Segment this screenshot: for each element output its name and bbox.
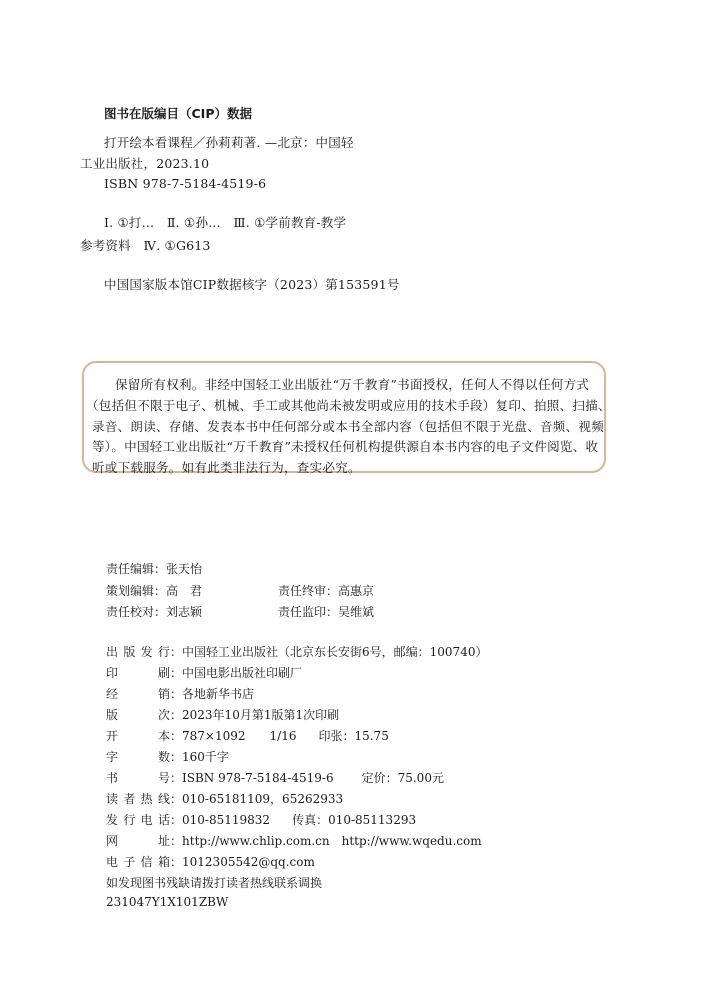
notice-line-3: 录音、朗读、存储、发表本书中任何部分或本书全部内容（包括但不限于光盘、音频、视频 <box>92 419 605 434</box>
pub-words-label: 字数 <box>106 750 170 764</box>
pub-edition-value: 2023年10月第1版第1次印刷 <box>182 708 340 722</box>
pub-publisher-label: 出版发行 <box>106 645 170 659</box>
credit-supervisor <box>278 603 374 620</box>
cip-isbn: ISBN 978-7-5184-4519-6 <box>104 176 267 191</box>
pub-sales-label: 发行电话 <box>106 813 170 827</box>
pub-words: 字数：160千字 <box>106 750 229 764</box>
pub-code: 231047Y1X101ZBW <box>106 895 229 909</box>
pub-isbn-label: 书号 <box>106 771 170 785</box>
credit-final-label: 责任终审： <box>278 584 339 598</box>
pub-email-value: 1012305542@qq.com <box>182 855 315 869</box>
cip-line-1: 打开绘本看课程／孙莉莉著. —北京：中国轻 <box>104 135 354 150</box>
pub-words-value: 160千字 <box>182 750 229 764</box>
credit-planner <box>106 582 202 599</box>
cip-classification-1: Ⅰ. ①打… Ⅱ. ①孙… Ⅲ. ①学前教育-教学 <box>104 215 347 230</box>
pub-price: 定价：75.00元 <box>361 771 444 785</box>
cip-number: 中国国家版本馆CIP数据核字（2023）第153591号 <box>104 277 400 292</box>
pub-hotline-label: 读者热线 <box>106 792 170 806</box>
credit-final-value: 高惠京 <box>338 584 375 598</box>
credit-final <box>278 582 374 599</box>
pub-email: 电子信箱：1012305542@qq.com <box>106 855 315 869</box>
pub-web-label: 网址 <box>106 834 170 848</box>
credit-proof <box>106 603 202 620</box>
pub-hotline: 读者热线：010-65181109，65262933 <box>106 792 344 806</box>
pub-distributor-value: 各地新华书店 <box>182 687 255 701</box>
pub-email-label: 电子信箱 <box>106 855 170 869</box>
credit-editor-label: 责任编辑： <box>106 562 167 576</box>
credit-editor-value: 张天怡 <box>166 562 203 576</box>
pub-hotline-value: 010-65181109，65262933 <box>182 792 344 806</box>
credit-proof-label: 责任校对： <box>106 605 167 619</box>
pub-sales-value: 010-85119832 <box>182 813 271 827</box>
credit-editor <box>106 560 202 577</box>
credit-proof-value: 刘志颖 <box>166 605 203 619</box>
pub-distributor-label: 经销 <box>106 687 170 701</box>
pub-fax: 传真：010-85113293 <box>292 813 417 827</box>
pub-printer-label: 印刷 <box>106 666 170 680</box>
cip-title: 图书在版编目（CIP）数据 <box>104 106 252 121</box>
pub-distributor: 经销：各地新华书店 <box>106 687 255 701</box>
notice-line-4: 等）。中国轻工业出版社“万千教育”未授权任何机构提供源自本书内容的电子文件阅览、收 <box>92 439 599 454</box>
pub-isbn-value: ISBN 978-7-5184-4519-6 <box>182 771 334 785</box>
pub-sheets: 印张：15.75 <box>318 729 389 743</box>
credit-planner-label: 策划编辑： <box>106 584 167 598</box>
pub-format-label: 开本 <box>106 729 170 743</box>
pub-sales: 发行电话：010-85119832 传真：010-85113293 <box>106 813 417 827</box>
pub-printer-value: 中国电影出版社印刷厂 <box>182 666 303 680</box>
pub-isbn: 书号：ISBN 978-7-5184-4519-6 定价：75.00元 <box>106 771 444 785</box>
pub-publisher: 出版发行：中国轻工业出版社（北京东长安街6号，邮编：100740） <box>106 645 488 659</box>
pub-edition-label: 版次 <box>106 708 170 722</box>
notice-line-5: 听或下载服务。如有此类非法行为，查实必究。 <box>92 460 361 475</box>
pub-edition: 版次：2023年10月第1版第1次印刷 <box>106 708 340 722</box>
pub-web: 网址：http://www.chlip.com.cn http://www.wqedu.com <box>106 834 482 848</box>
pub-web-value: http://www.chlip.com.cn http://www.wqedu.com <box>182 834 482 848</box>
cip-line-2: 工业出版社，2023.10 <box>80 156 210 171</box>
pub-defect-notice: 如发现图书残缺请拨打读者热线联系调换 <box>106 876 323 890</box>
credit-planner-value: 高 君 <box>166 584 203 598</box>
pub-printer: 印刷：中国电影出版社印刷厂 <box>106 666 303 680</box>
pub-format-value: 787×1092 1/16 <box>182 729 297 743</box>
notice-line-2: （包括但不限于电子、机械、手工或其他尚未被发明或应用的技术手段）复印、拍照、扫描、 <box>86 398 611 413</box>
notice-line-1: 保留所有权利。非经中国轻工业出版社“万千教育”书面授权，任何人不得以任何方式 <box>115 377 590 392</box>
pub-format: 开本：787×1092 1/16 印张：15.75 <box>106 729 389 743</box>
credit-supervisor-label: 责任监印： <box>278 605 339 619</box>
pub-publisher-value: 中国轻工业出版社（北京东长安街6号，邮编：100740） <box>182 645 488 659</box>
credit-supervisor-value: 吴维斌 <box>338 605 375 619</box>
cip-classification-2: 参考资料 Ⅳ. ①G613 <box>80 238 211 253</box>
